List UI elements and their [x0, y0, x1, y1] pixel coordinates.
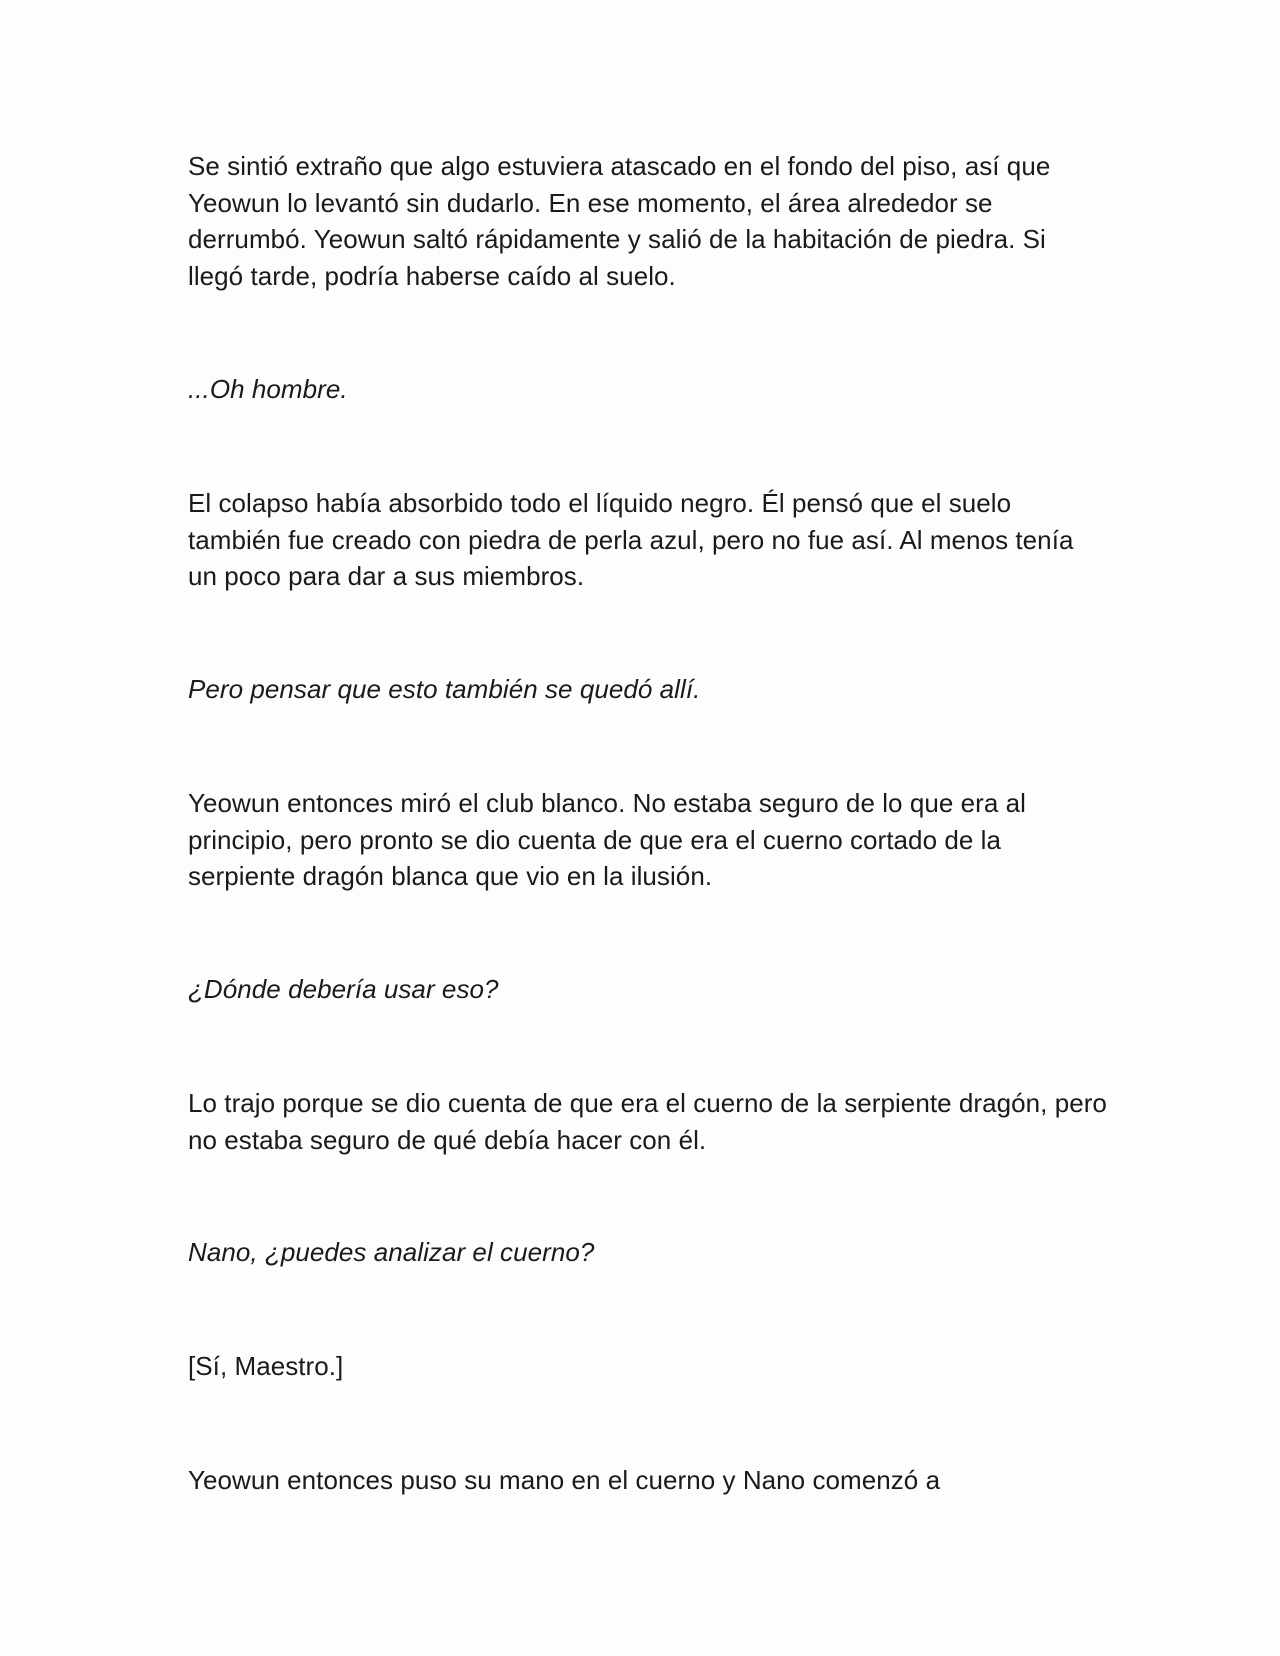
paragraph-narration: Yeowun entonces puso su mano en el cuerno y Nano comenzó a	[188, 1465, 941, 1495]
paragraph-thought: Pero pensar que esto también se quedó allí.	[188, 674, 701, 704]
paragraph-narration: Lo trajo porque se dio cuenta de que era el cuerno de la serpiente dragón, pero no estaba seguro de qué debía hacer con él.	[188, 1088, 1107, 1155]
paragraph-thought: Nano, ¿puedes analizar el cuerno?	[188, 1237, 595, 1267]
paragraph-dialogue: [Sí, Maestro.]	[188, 1351, 344, 1381]
paragraph-narration: Yeowun entonces miró el club blanco. No estaba seguro de lo que era al principio, pero pronto se dio cuenta de que era el cuerno cortado de la serpiente dragón blanca que vio en la ilusión.	[188, 788, 1026, 891]
paragraph-narration: El colapso había absorbido todo el líquido negro. Él pensó que el suelo también fue creado con piedra de perla azul, pero no fue así. Al menos tenía un poco para dar a sus miembros.	[188, 488, 1074, 591]
paragraph-thought: ¿Dónde debería usar eso?	[188, 974, 499, 1004]
paragraph-narration: Se sintió extraño que algo estuviera atascado en el fondo del piso, así que Yeowun lo levantó sin dudarlo. En ese momento, el área alrededor se derrumbó. Yeowun saltó rápidamente y salió de la habitación de piedra. Si llegó tarde, podría haberse caído al suelo.	[188, 151, 1051, 291]
paragraph-thought: ...Oh hombre.	[188, 374, 348, 404]
